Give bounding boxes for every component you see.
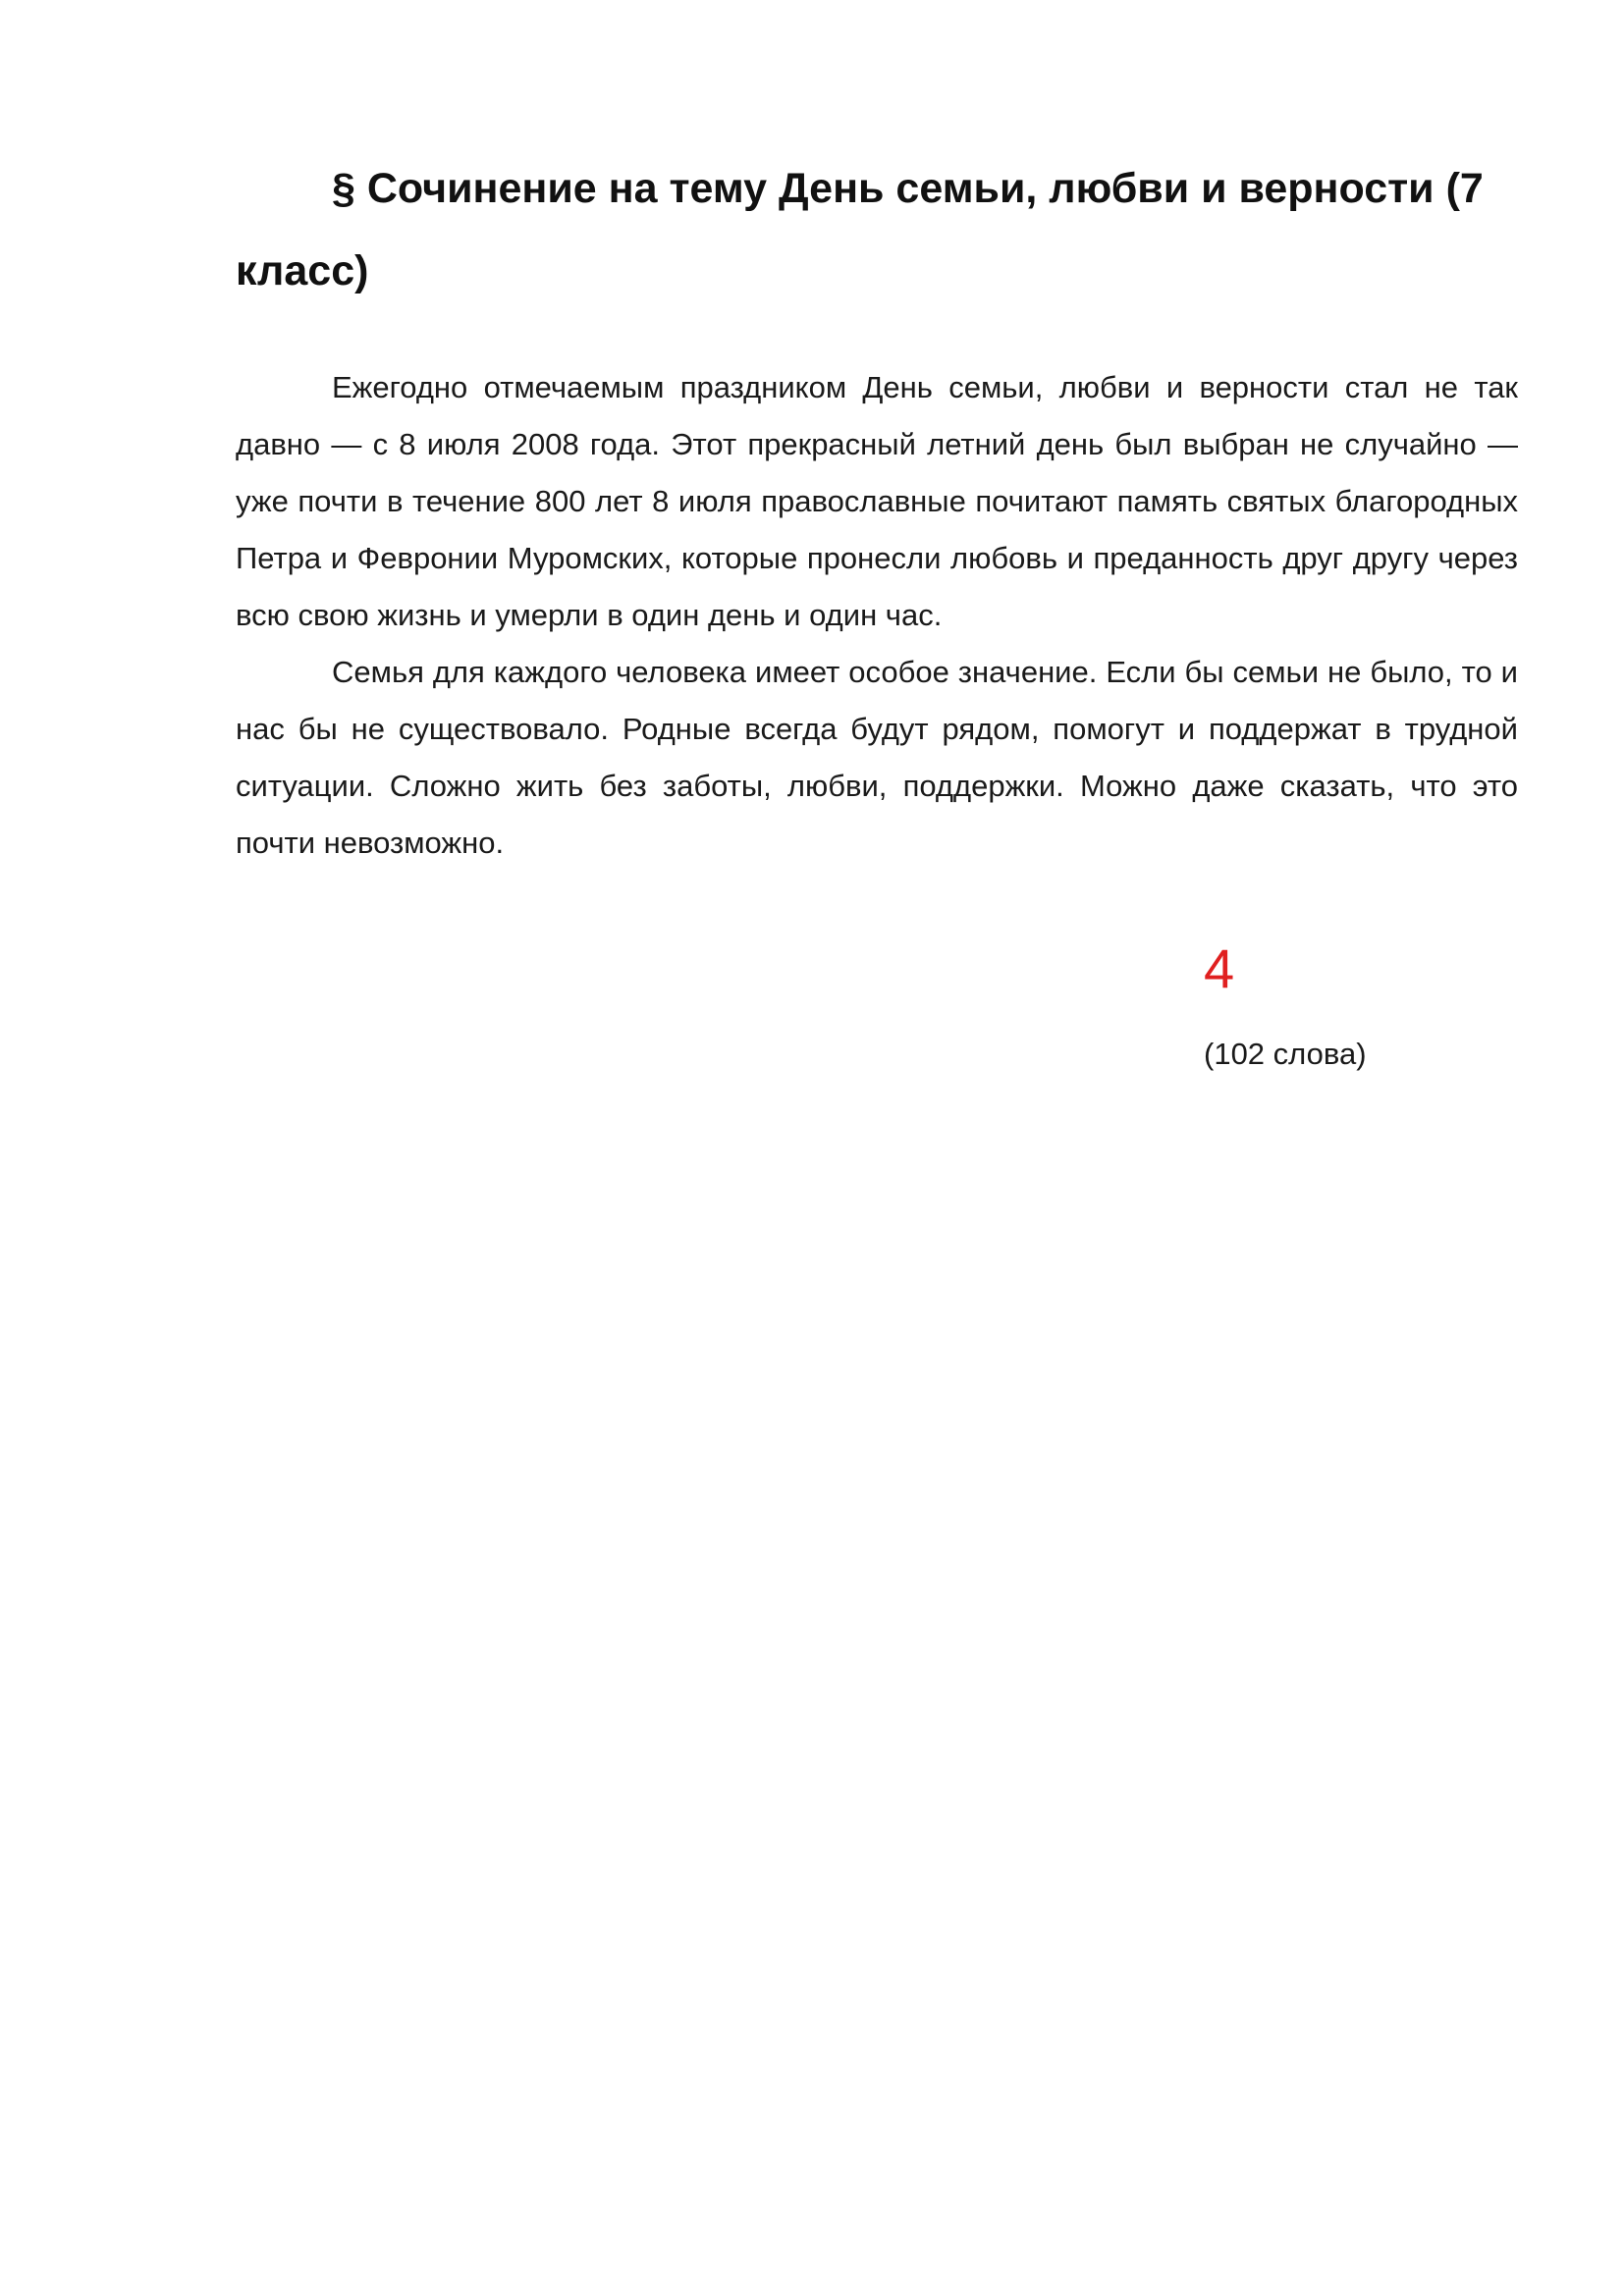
document-title: § Сочинение на тему День семьи, любви и верности (7 класс) [236,165,1484,294]
word-count: (102 слова) [1204,1037,1367,1071]
grade-mark: 4 [1204,937,1235,999]
essay-paragraph: Семья для каждого человека имеет особое значение. Если бы семьи не было, то и нас бы не существовало. Родные всегда будут рядом, помогут и поддержат в трудной ситуации. Сложно жить без заботы, любви, поддержки. Можно даже сказать, что это почти невозможно. [236,655,1518,860]
essay-paragraph: Ежегодно отмечаемым праздником День семьи, любви и верности стал не так давно — с 8 июля 2008 года. Этот прекрасный летний день был выбран не случайно — уже почти в течение 800 лет 8 июля православные почитают память святых благородных Петра и Февронии Муромских, которые пронесли любовь и преданность друг другу через всю свою жизнь и умерли в один день и один час. [236,370,1518,632]
essay-body [236,359,1518,872]
